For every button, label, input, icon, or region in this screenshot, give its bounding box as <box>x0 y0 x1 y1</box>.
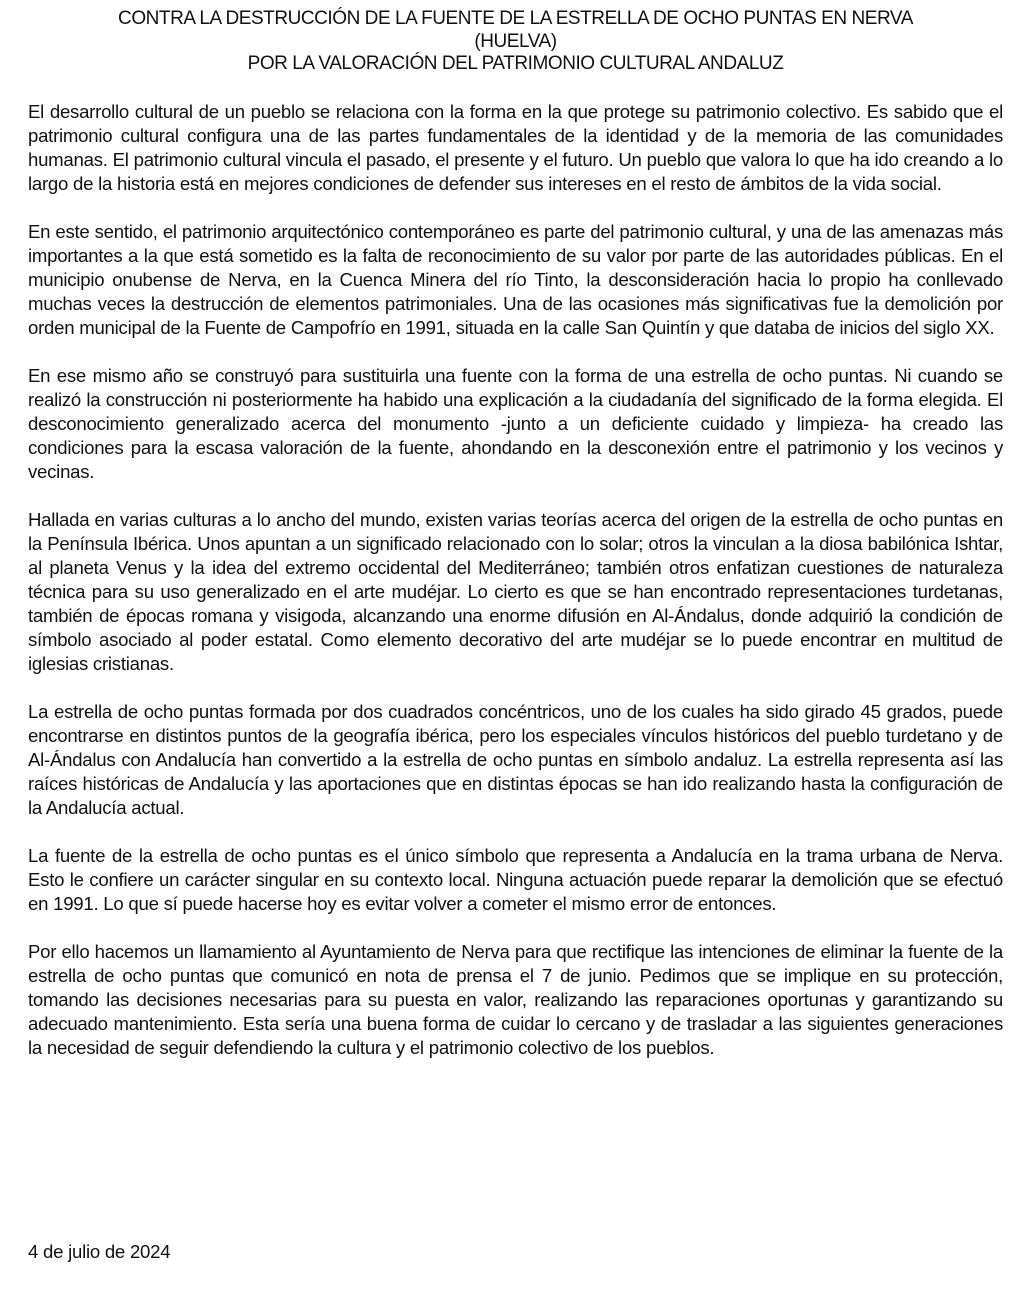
paragraph-5: La estrella de ocho puntas formada por dos cuadrados concéntricos, uno de los cuales ha sido girado 45 grados, puede encontrarse en distintos puntos de la geografía ibérica, pero los especiales vínculos históricos del pueblo turdetano y de Al-Ándalus con Andalucía han convertido a la estrella de ocho puntas en símbolo andaluz. La estrella representa así las raíces históricas de Andalucía y las aportaciones que en distintas épocas se han ido realizando hasta la configuración de la Andalucía actual. <box>28 700 1003 818</box>
document-page <box>28 8 1003 1262</box>
document-date: 4 de julio de 2024 <box>28 1241 171 1262</box>
title-line-3: POR LA VALORACIÓN DEL PATRIMONIO CULTURAL ANDALUZ <box>247 53 784 74</box>
paragraph-3: En ese mismo año se construyó para sustituirla una fuente con la forma de una estrella de ocho puntas. Ni cuando se realizó la construcción ni posteriormente ha habido una explicación a la ciudadanía del significado de la forma elegida. El desconocimiento generalizado acerca del monumento -junto a un deficiente cuidado y limpieza- ha creado las condiciones para la escasa valoración de la fuente, ahondando en la desconexión entre el patrimonio y los vecinos y vecinas. <box>28 364 1003 482</box>
document-title <box>28 8 1003 76</box>
paragraph-1: El desarrollo cultural de un pueblo se relaciona con la forma en la que protege su patrimonio colectivo. Es sabido que el patrimonio cultural configura una de las partes fundamentales de la identidad y de la memoria de las comunidades humanas. El patrimonio cultural vincula el pasado, el presente y el futuro. Un pueblo que valora lo que ha ido creando a lo largo de la historia está en mejores condiciones de defender sus intereses en el resto de ámbitos de la vida social. <box>28 100 1003 194</box>
paragraph-7: Por ello hacemos un llamamiento al Ayuntamiento de Nerva para que rectifique las intenciones de eliminar la fuente de la estrella de ocho puntas que comunicó en nota de prensa el 7 de junio. Pedimos que se implique en su protección, tomando las decisiones necesarias para su puesta en valor, realizando las reparaciones oportunas y garantizando su adecuado mantenimiento. Esta sería una buena forma de cuidar lo cercano y de trasladar a las siguientes generaciones la necesidad de seguir defendiendo la cultura y el patrimonio colectivo de los pueblos. <box>28 940 1003 1058</box>
paragraph-6: La fuente de la estrella de ocho puntas es el único símbolo que representa a Andalucía en la trama urbana de Nerva. Esto le confiere un carácter singular en su contexto local. Ninguna actuación puede reparar la demolición que se efectuó en 1991. Lo que sí puede hacerse hoy es evitar volver a cometer el mismo error de entonces. <box>28 844 1003 914</box>
title-line-1: CONTRA LA DESTRUCCIÓN DE LA FUENTE DE LA ESTRELLA DE OCHO PUNTAS EN NERVA <box>118 8 913 29</box>
paragraph-2: En este sentido, el patrimonio arquitectónico contemporáneo es parte del patrimonio cultural, y una de las amenazas más importantes a la que está sometido es la falta de reconocimiento de su valor por parte de las autoridades públicas. En el municipio onubense de Nerva, en la Cuenca Minera del río Tinto, la desconsideración hacia lo propio ha conllevado muchas veces la destrucción de elementos patrimoniales. Una de las ocasiones más significativas fue la demolición por orden municipal de la Fuente de Campofrío en 1991, situada en la calle San Quintín y que databa de inicios del siglo XX. <box>28 220 1003 338</box>
title-line-2: (HUELVA) <box>474 30 557 52</box>
paragraph-4: Hallada en varias culturas a lo ancho del mundo, existen varias teorías acerca del origen de la estrella de ocho puntas en la Península Ibérica. Unos apuntan a un significado relacionado con lo solar; otros la vinculan a la diosa babilónica Ishtar, al planeta Venus y la idea del extremo occidental del Mediterráneo; también otros enfatizan cuestiones de naturaleza técnica para su uso generalizado en el arte mudéjar. Lo cierto es que se han encontrado representaciones turdetanas, también de épocas romana y visigoda, alcanzando una enorme difusión en Al-Ándalus, donde adquirió la condición de símbolo asociado al poder estatal. Como elemento decorativo del arte mudéjar se lo puede encontrar en multitud de iglesias cristianas. <box>28 508 1003 674</box>
